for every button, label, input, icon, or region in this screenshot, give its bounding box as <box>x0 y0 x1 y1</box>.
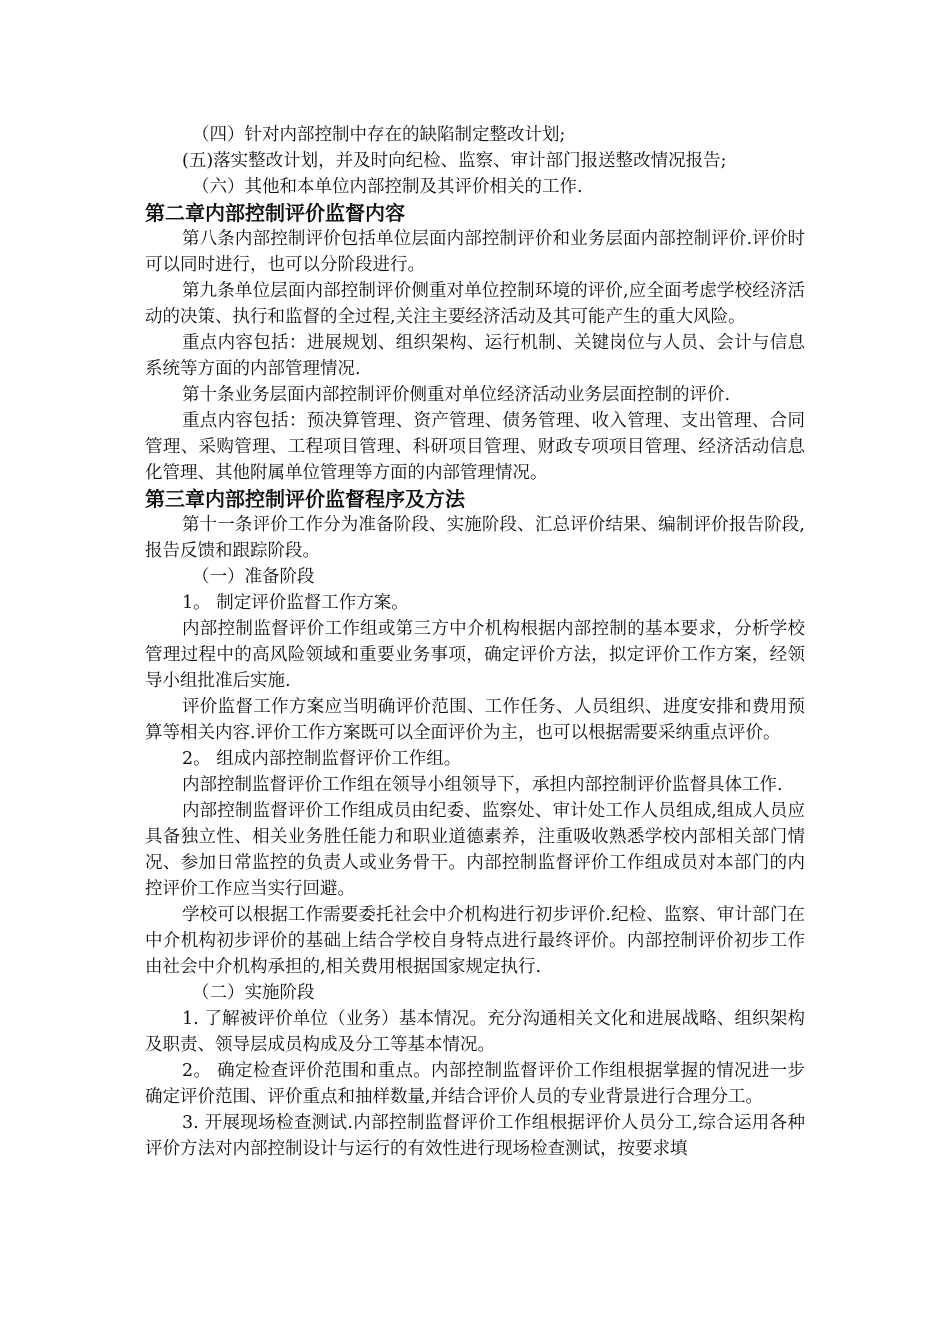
preparation-paragraph-five: 学校可以根据工作需要委托社会中介机构进行初步评价.纪检、监察、审计部门在中介机构初步评价的基础上结合学校自身特点进行最终评价。内部控制评价初步工作由社会中介机构承担的,相关费用根据国家规定执行. <box>145 905 805 977</box>
article-ten-key-content: 重点内容包括：预决算管理、资产管理、债务管理、收入管理、支出管理、合同管理、采购管理、工程项目管理、科研项目管理、财政专项项目管理、经济活动信息化管理、其他附属单位管理等方面的内部管理情况。 <box>145 411 805 483</box>
chapter-two-heading: 第二章内部控制评价监督内容 <box>145 201 405 225</box>
preparation-paragraph-three: 内部控制监督评价工作组在领导小组领导下，承担内部控制评价监督具体工作. <box>182 775 783 795</box>
preparation-paragraph-four: 内部控制监督评价工作组成员由纪委、监察处、审计处工作人员组成,组成人员应具备独立性、相关业务胜任能力和职业道德素养，注重吸收熟悉学校内部相关部门情况、参加日常监控的负责人或业务骨干。内部控制监督评价工作组成员对本部门的内控评价工作应当实行回避。 <box>145 801 805 899</box>
article-eight: 第八条内部控制评价包括单位层面内部控制评价和业务层面内部控制评价.评价时可以同时进行，也可以分阶段进行。 <box>145 229 805 275</box>
article-eleven: 第十一条评价工作分为准备阶段、实施阶段、汇总评价结果、编制评价报告阶段,报告反馈和跟踪阶段。 <box>145 515 805 561</box>
preparation-paragraph-one: 内部控制监督评价工作组或第三方中介机构根据内部控制的基本要求，分析学校管理过程中的高风险领域和重要业务事项，确定评价方法，拟定评价工作方案，经领导小组批准后实施. <box>145 619 805 691</box>
chapter-three-heading: 第三章内部控制评价监督程序及方法 <box>145 487 465 511</box>
document-body <box>145 122 805 1162</box>
section-preparation-heading: （一）准备阶段 <box>192 567 315 587</box>
paragraph-item-five: (五)落实整改计划，并及时向纪检、监察、审计部门报送整改情况报告; <box>182 151 727 171</box>
paragraph-item-four: （四）针对内部控制中存在的缺陷制定整改计划; <box>192 125 566 145</box>
preparation-paragraph-two: 评价监督工作方案应当明确评价范围、工作任务、人员组织、进度安排和费用预算等相关内容.评价工作方案既可以全面评价为主，也可以根据需要采纳重点评价。 <box>145 697 805 743</box>
article-ten: 第十条业务层面内部控制评价侧重对单位经济活动业务层面控制的评价. <box>182 385 731 405</box>
implementation-item-three: 3. 开展现场检查测试.内部控制监督评价工作组根据评价人员分工,综合运用各种评价方法对内部控制设计与运行的有效性进行现场检查测试，按要求填 <box>145 1113 805 1159</box>
implementation-item-two: 2。 确定检查评价范围和重点。内部控制监督评价工作组根据掌握的情况进一步确定评价范围、评价重点和抽样数量,并结合评价人员的专业背景进行合理分工。 <box>145 1061 805 1107</box>
implementation-item-one: 1. 了解被评价单位（业务）基本情况。充分沟通相关文化和进展战略、组织架构及职责、领导层成员构成及分工等基本情况。 <box>145 1009 805 1055</box>
preparation-item-two: 2。 组成内部控制监督评价工作组。 <box>182 749 462 769</box>
section-implementation-heading: （二）实施阶段 <box>192 983 315 1003</box>
preparation-item-one: 1。 制定评价监督工作方案。 <box>182 593 409 613</box>
article-nine-key-content: 重点内容包括：进展规划、组织架构、运行机制、关键岗位与人员、会计与信息系统等方面的内部管理情况. <box>145 333 805 379</box>
article-nine: 第九条单位层面内部控制评价侧重对单位控制环境的评价,应全面考虑学校经济活动的决策、执行和监督的全过程,关注主要经济活动及其可能产生的重大风险。 <box>145 281 805 327</box>
paragraph-item-six: （六）其他和本单位内部控制及其评价相关的工作. <box>192 177 583 197</box>
